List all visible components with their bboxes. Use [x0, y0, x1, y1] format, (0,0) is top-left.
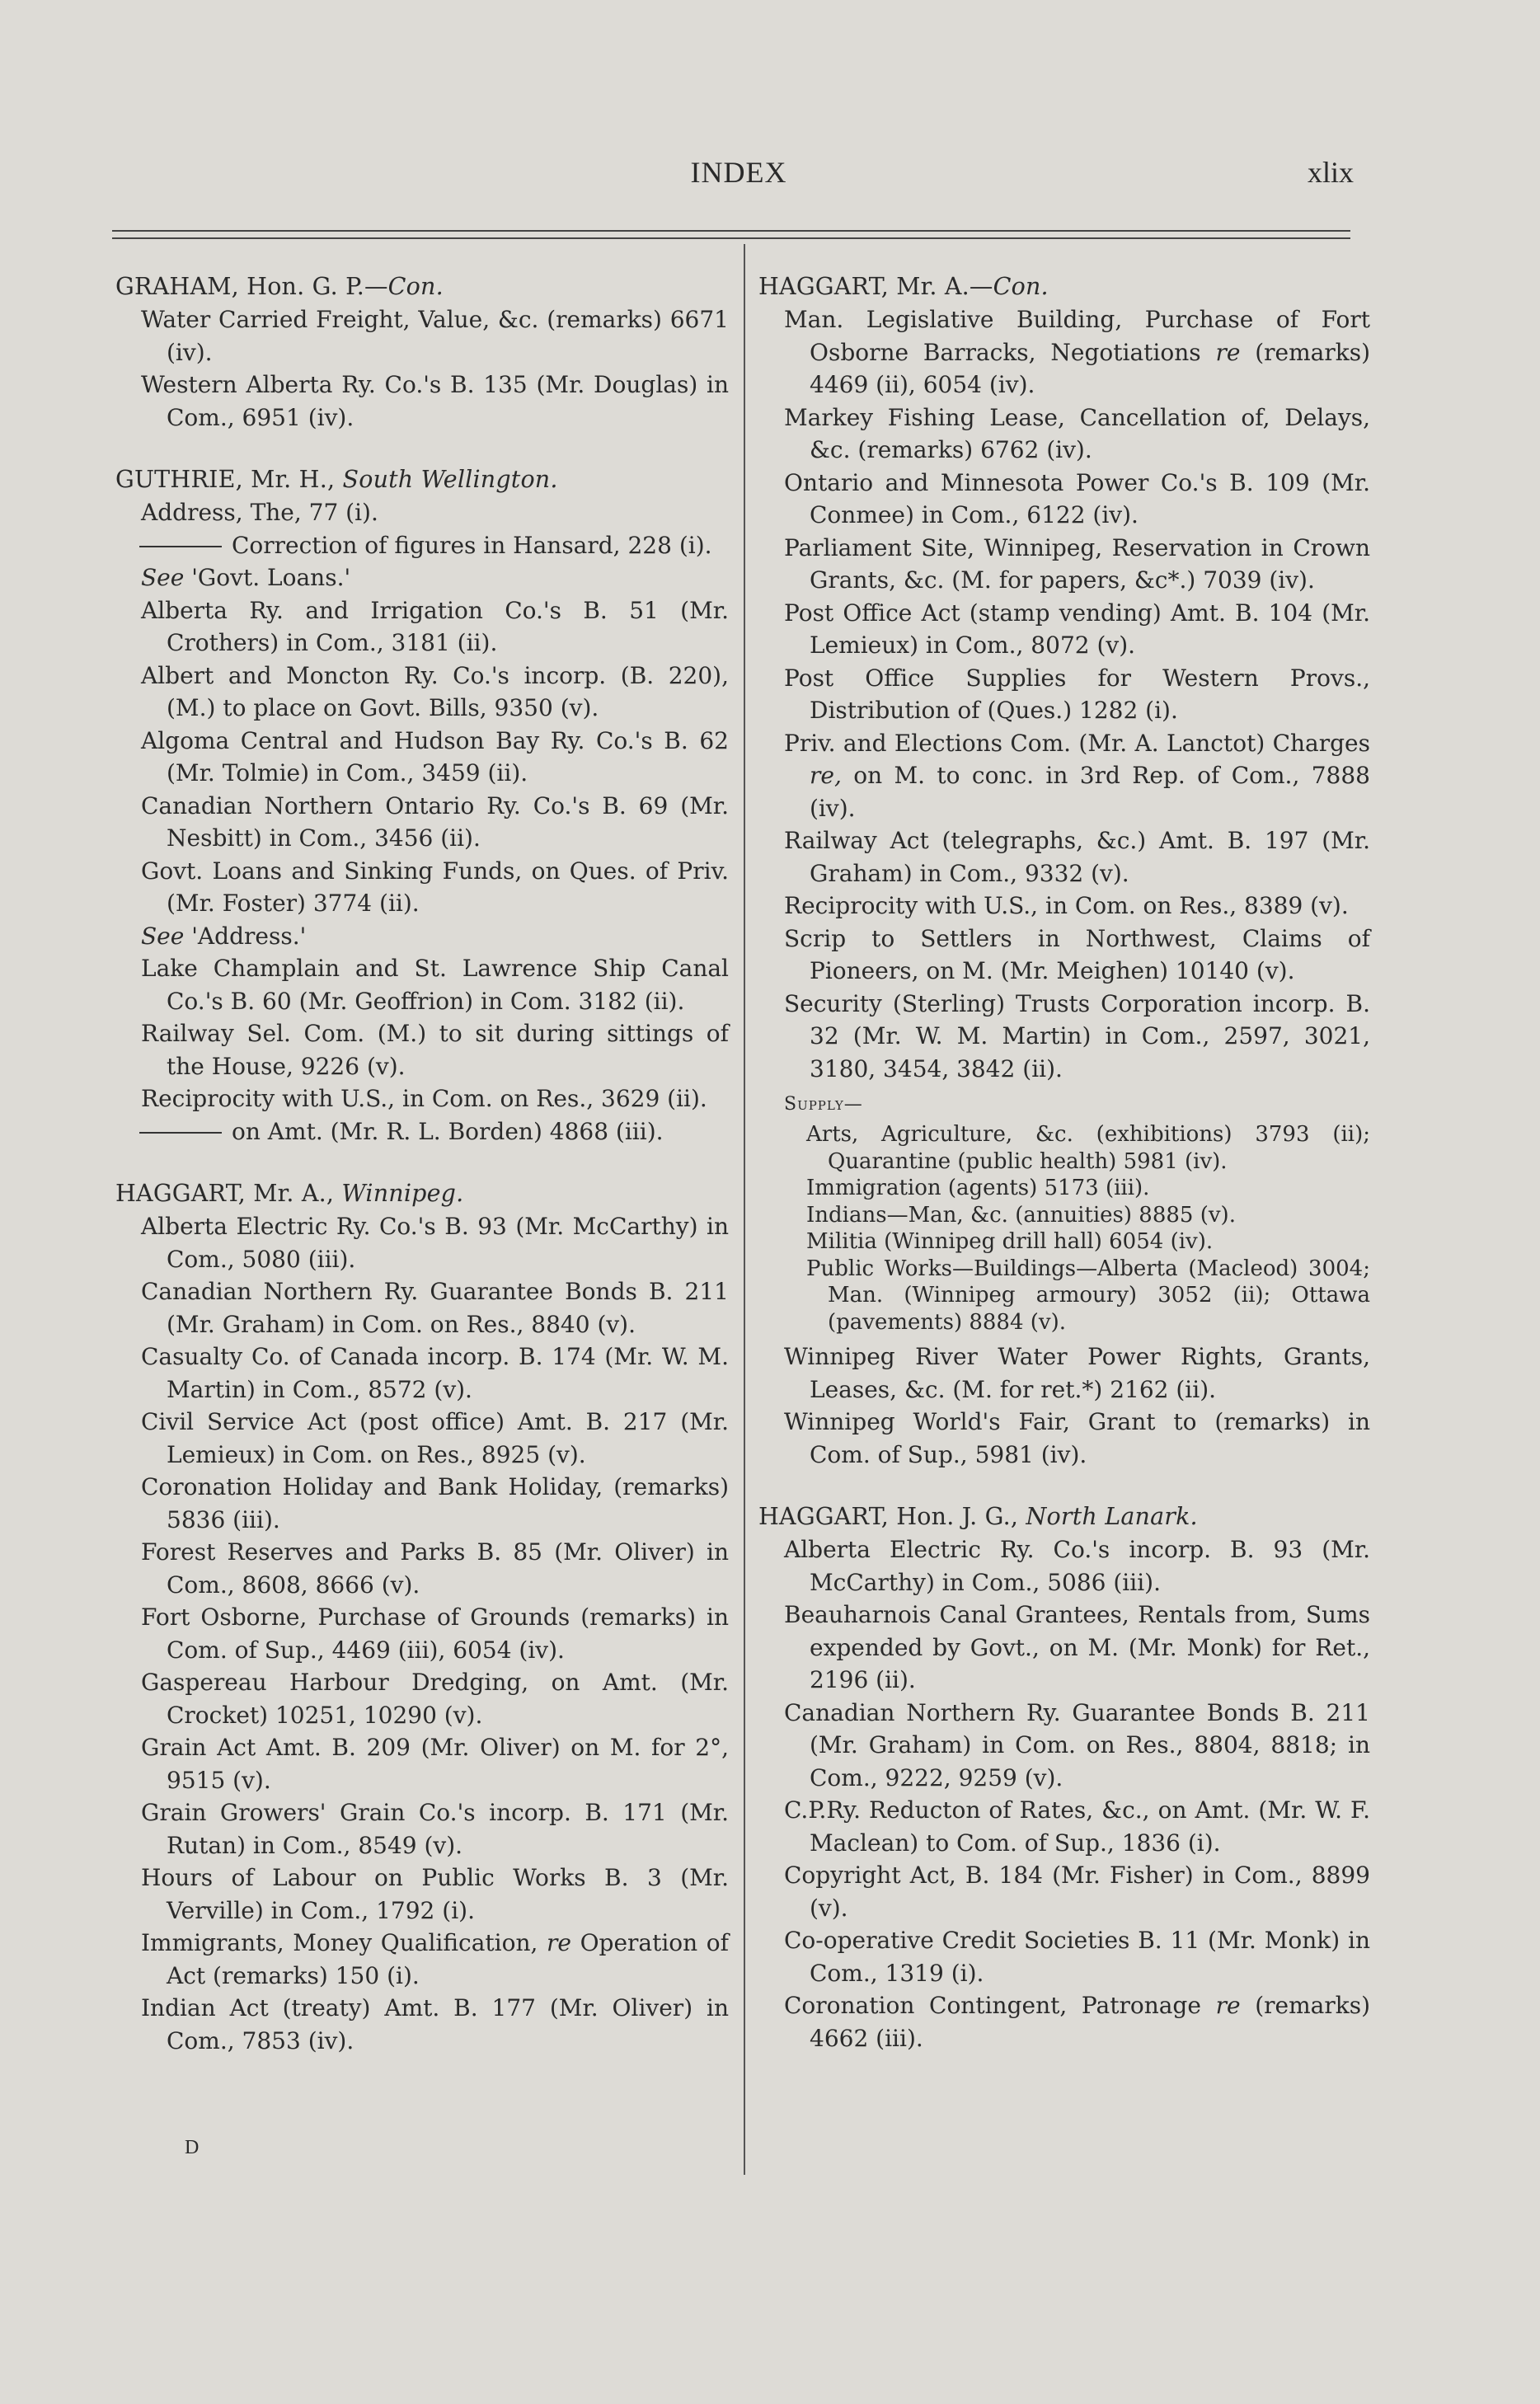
header-rule-bottom — [112, 237, 1350, 239]
heading-qualifier: South Wellington. — [342, 466, 558, 493]
index-entry: Beauharnois Canal Grantees, Rentals from, Sums expended by Govt., on M. (Mr. Monk) for Ret., 2196 (ii). — [784, 1601, 1370, 1693]
entry-text: (remarks) 4662 (iii). — [810, 1992, 1370, 2052]
supply-heading: Supply— — [784, 1094, 863, 1115]
see-label: See — [141, 922, 185, 950]
entry-re: re, — [810, 762, 842, 789]
entry-text: Priv. and Elections Com. (Mr. A. Lanctot) Charges — [784, 729, 1370, 757]
index-entry: Alberta Electric Ry. Co.'s B. 93 (Mr. McCarthy) in Com., 5080 (iii). — [141, 1213, 729, 1273]
entry-re: re — [1215, 1992, 1241, 2019]
member-name: GRAHAM, Hon. G. P.— — [115, 273, 388, 300]
index-entry: Railway Act (telegraphs, &c.) Amt. B. 197 (Mr. Graham) in Com., 9332 (v). — [784, 827, 1370, 887]
index-entry: Indian Act (treaty) Amt. B. 177 (Mr. Oliver) in Com., 7853 (iv). — [141, 1994, 729, 2054]
index-entry: Railway Sel. Com. (M.) to sit during sittings of the House, 9226 (v). — [141, 1020, 729, 1080]
supply-item: Arts, Agriculture, &c. (exhibitions) 3793 (ii); Quarantine (public health) 5981 (iv). — [806, 1122, 1370, 1174]
signature-mark: D — [185, 2137, 200, 2158]
supply-item: Immigration (agents) 5173 (iii). — [806, 1176, 1150, 1200]
subentry-text: on Amt. (Mr. R. L. Borden) 4868 (iii). — [232, 1117, 664, 1145]
heading-qualifier: Con. — [387, 273, 444, 300]
index-entry: Co-operative Credit Societies B. 11 (Mr. Monk) in Com., 1319 (i). — [784, 1927, 1370, 1987]
supply-item: Public Works—Buildings—Alberta (Macleod) 3004; Man. (Winnipeg armoury) 3052 (ii); Ottawa (pavements) 8884 (v). — [806, 1256, 1370, 1335]
index-entry: Grain Act Amt. B. 209 (Mr. Oliver) on M. for 2°, 9515 (v). — [141, 1734, 729, 1794]
index-entry: Fort Osborne, Purchase of Grounds (remarks) in Com. of Sup., 4469 (iii), 6054 (iv). — [141, 1603, 729, 1664]
entry-text: Immigrants, Money Qualification, — [141, 1929, 547, 1956]
cross-reference — [115, 561, 729, 594]
member-heading — [115, 1177, 729, 1210]
member-heading — [758, 270, 1370, 303]
entry-text: (remarks) 4469 (ii), 6054 (iv). — [810, 338, 1370, 398]
index-entry: Reciprocity with U.S., in Com. on Res., 3629 (ii). — [141, 1085, 707, 1112]
index-entry: C.P.Ry. Reducton of Rates, &c., on Amt. (Mr. W. F. Maclean) to Com. of Sup., 1836 (i). — [784, 1796, 1370, 1857]
column-divider — [744, 244, 745, 2175]
index-entry: Canadian Northern Ry. Guarantee Bonds B. 211 (Mr. Graham) in Com. on Res., 8840 (v). — [141, 1278, 729, 1338]
index-entry: Copyright Act, B. 184 (Mr. Fisher) in Com., 8899 (v). — [784, 1862, 1370, 1922]
index-entry: Post Office Supplies for Western Provs., Distribution of (Ques.) 1282 (i). — [784, 664, 1370, 724]
entry-re: re — [547, 1929, 571, 1956]
supply-item: Militia (Winnipeg drill hall) 6054 (iv). — [806, 1229, 1214, 1254]
entry-text: Operation of Act (remarks) 150 (i). — [167, 1929, 729, 1989]
heading-qualifier: Con. — [993, 273, 1049, 300]
running-head — [0, 155, 1540, 196]
index-entry: Albert and Moncton Ry. Co.'s incorp. (B. 220), (M.) to place on Govt. Bills, 9350 (v). — [141, 661, 729, 721]
index-subentry — [115, 1115, 729, 1148]
header-rule-top — [112, 230, 1350, 232]
index-entry: Alberta Electric Ry. Co.'s incorp. B. 93 (Mr. McCarthy) in Com., 5086 (iii). — [784, 1536, 1370, 1596]
member-name: HAGGART, Hon. J. G., — [758, 1503, 1026, 1530]
see-target: 'Govt. Loans.' — [191, 564, 351, 591]
index-entry: Winnipeg World's Fair, Grant to (remarks) in Com. of Sup., 5981 (iv). — [784, 1408, 1370, 1468]
member-name: HAGGART, Mr. A.— — [758, 273, 993, 300]
index-entry: Govt. Loans and Sinking Funds, on Ques. of Priv. (Mr. Foster) 3774 (ii). — [141, 857, 729, 917]
entry-re: re — [1215, 338, 1241, 366]
index-entry: Parliament Site, Winnipeg, Reservation in Crown Grants, &c. (M. for papers, &c*.) 7039 (iv). — [784, 533, 1370, 594]
index-entry: Hours of Labour on Public Works B. 3 (Mr. Verville) in Com., 1792 (i). — [141, 1864, 729, 1924]
index-entry: Gaspereau Harbour Dredging, on Amt. (Mr. Crocket) 10251, 10290 (v). — [141, 1669, 729, 1729]
index-entry: Civil Service Act (post office) Amt. B. 217 (Mr. Lemieux) in Com. on Res., 8925 (v). — [141, 1408, 729, 1468]
member-heading — [115, 463, 729, 496]
heading-qualifier: Winnipeg. — [341, 1180, 464, 1207]
heading-qualifier: North Lanark. — [1026, 1503, 1198, 1530]
index-entry: Algoma Central and Hudson Bay Ry. Co.'s B. 62 (Mr. Tolmie) in Com., 3459 (ii). — [141, 726, 729, 786]
page-number: xlix — [1307, 156, 1354, 189]
ditto-rule — [139, 546, 222, 547]
index-entry: Canadian Northern Ontario Ry. Co.'s B. 69 (Mr. Nesbitt) in Com., 3456 (ii). — [141, 791, 729, 852]
entry-text: on M. to conc. in 3rd Rep. of Com., 7888 (iv). — [810, 762, 1370, 822]
index-entry: Address, The, 77 (i). — [141, 499, 378, 526]
index-entry — [115, 1927, 729, 1992]
index-entry: Ontario and Minnesota Power Co.'s B. 109 (Mr. Conmee) in Com., 6122 (iv). — [784, 468, 1370, 528]
index-entry: Scrip to Settlers in Northwest, Claims of Pioneers, on M. (Mr. Meighen) 10140 (v). — [784, 924, 1370, 984]
index-entry: Coronation Holiday and Bank Holiday, (remarks) 5836 (iii). — [141, 1473, 729, 1533]
ditto-rule — [139, 1132, 222, 1134]
see-target: 'Address.' — [191, 922, 307, 950]
index-entry — [758, 1989, 1370, 2054]
index-entry: Reciprocity with U.S., in Com. on Res., 8389 (v). — [784, 892, 1349, 919]
left-column — [115, 270, 729, 2057]
right-column — [758, 270, 1370, 2054]
entry-text: Coronation Contingent, Patronage — [784, 1992, 1216, 2019]
index-entry: Western Alberta Ry. Co.'s B. 135 (Mr. Douglas) in Com., 6951 (iv). — [141, 371, 729, 431]
index-entry — [758, 727, 1370, 825]
index-entry: Lake Champlain and St. Lawrence Ship Canal Co.'s B. 60 (Mr. Geoffrion) in Com. 3182 (ii). — [141, 955, 729, 1015]
index-entry: Post Office Act (stamp vending) Amt. B. 104 (Mr. Lemieux) in Com., 8072 (v). — [784, 599, 1370, 659]
index-entry: Grain Growers' Grain Co.'s incorp. B. 171 (Mr. Rutan) in Com., 8549 (v). — [141, 1799, 729, 1859]
index-entry: Markey Fishing Lease, Cancellation of, Delays, &c. (remarks) 6762 (iv). — [784, 403, 1370, 463]
index-entry: Water Carried Freight, Value, &c. (remarks) 6671 (iv). — [141, 306, 729, 366]
supply-item: Indians—Man, &c. (annuities) 8885 (v). — [806, 1202, 1236, 1228]
index-entry: Canadian Northern Ry. Guarantee Bonds B. 211 (Mr. Graham) in Com. on Res., 8804, 8818; in Com., 9222, 9259 (v). — [784, 1698, 1370, 1791]
index-entry: Alberta Ry. and Irrigation Co.'s B. 51 (Mr. Crothers) in Com., 3181 (ii). — [141, 596, 729, 656]
member-heading — [758, 1500, 1370, 1533]
page-title: INDEX — [690, 156, 787, 189]
member-heading — [115, 270, 729, 303]
see-label: See — [141, 564, 185, 591]
subentry-text: Correction of figures in Hansard, 228 (i). — [232, 531, 712, 559]
index-entry — [758, 303, 1370, 401]
index-subentry — [115, 529, 729, 562]
index-entry: Forest Reserves and Parks B. 85 (Mr. Oliver) in Com., 8608, 8666 (v). — [141, 1538, 729, 1599]
index-entry: Security (Sterling) Trusts Corporation incorp. B. 32 (Mr. W. M. Martin) in Com., 2597, 3021, 3180, 3454, 3842 (ii). — [784, 989, 1370, 1082]
index-entry: Winnipeg River Water Power Rights, Grants, Leases, &c. (M. for ret.*) 2162 (ii). — [784, 1343, 1370, 1403]
member-name: HAGGART, Mr. A., — [115, 1180, 342, 1207]
index-entry: Casualty Co. of Canada incorp. B. 174 (Mr. W. M. Martin) in Com., 8572 (v). — [141, 1343, 729, 1403]
entry-text: Man. Legislative Building, Purchase of Fort Osborne Barracks, Negotiations — [784, 306, 1370, 366]
cross-reference — [115, 920, 729, 953]
member-name: GUTHRIE, Mr. H., — [115, 466, 343, 493]
